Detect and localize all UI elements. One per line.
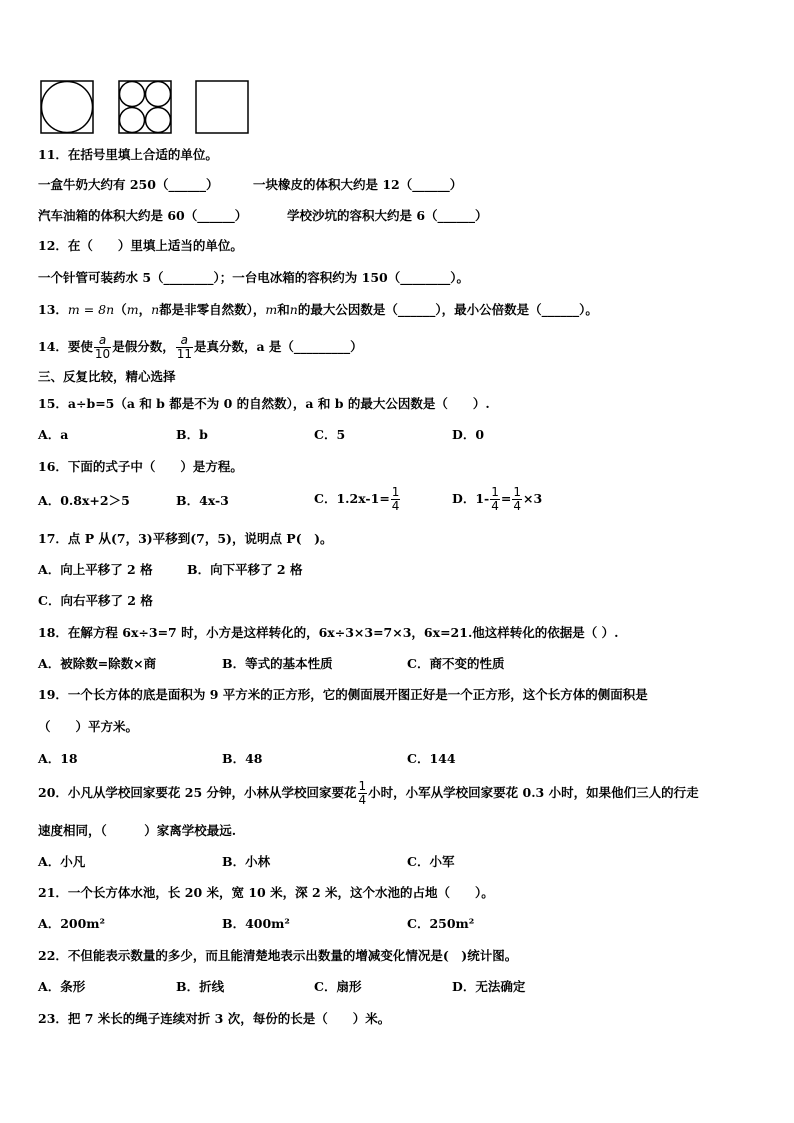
question-17-option-b[interactable]: B．向下平移了 2 格 [187, 562, 303, 577]
question-18-option-c[interactable]: C．商不变的性质 [407, 656, 505, 671]
question-15-option-d[interactable]: D．0 [452, 427, 485, 442]
fraction-one-quarter [512, 486, 522, 513]
question-20-option-a[interactable]: A．小凡 [38, 854, 86, 869]
question-17-option-c[interactable]: C．向右平移了 2 格 [38, 593, 153, 608]
question-19-title-line2: （ ）平方米。 [38, 719, 139, 734]
question-16-option-b[interactable]: B．4x-3 [176, 493, 229, 508]
question-20-option-c[interactable]: C．小军 [407, 854, 455, 869]
question-16-title: 16．下面的式子中（ ）是方程。 [38, 459, 243, 474]
question-16-option-d[interactable] [452, 484, 542, 514]
fraction-denominator: 4 [491, 499, 499, 513]
fraction-denominator: 4 [391, 499, 400, 513]
question-22-option-d[interactable]: D．无法确定 [452, 979, 526, 994]
question-11-line2a: 汽车油箱的体积大约是 60（______） [38, 208, 248, 223]
question-21-option-b[interactable]: B．400m² [222, 916, 290, 931]
question-15-option-c[interactable]: C．5 [314, 427, 346, 442]
question-13-tail: 的最大公因数是（______），最小公倍数是（______）。 [297, 302, 598, 317]
fraction-a-over-10 [94, 334, 111, 361]
question-13-paren: （ [114, 302, 127, 317]
fraction-numerator: a [94, 334, 111, 348]
question-20-option-b[interactable]: B．小林 [222, 854, 271, 869]
question-13-sep: ， [138, 302, 152, 317]
question-19-option-a[interactable]: A．18 [38, 751, 78, 766]
fraction-a-over-11 [176, 334, 193, 361]
question-14 [38, 332, 363, 362]
question-22-title: 22．不但能表示数量的多少，而且能清楚地表示出数量的增减变化情况是( )统计图。 [38, 948, 518, 963]
question-15-option-a[interactable]: A．a [38, 427, 69, 442]
empty-square-figure [195, 80, 249, 134]
question-22-option-b[interactable]: B．折线 [176, 979, 225, 994]
four-circles-figure [118, 80, 172, 134]
option-d-text: D．1- [452, 491, 490, 506]
question-13-expression: m = 8n [67, 302, 115, 317]
question-21-option-c[interactable]: C．250m² [407, 916, 475, 931]
question-13-number: 13． [38, 302, 68, 317]
question-12-line1: 一个针管可装药水 5（________）；一台电冰箱的容积约为 150（________）。 [38, 270, 469, 285]
fraction-one-quarter [358, 780, 368, 807]
question-14-post: 是真分数，a 是（_________） [193, 339, 363, 354]
question-19-option-b[interactable]: B．48 [222, 751, 263, 766]
section-3-heading: 三、反复比较，精心选择 [38, 369, 176, 384]
fraction-denominator: 4 [513, 499, 521, 513]
question-13-var-m2: m [265, 302, 278, 317]
question-14-pre: 14．要使 [38, 339, 93, 354]
question-13-var-n2: n [289, 302, 298, 317]
question-18-option-b[interactable]: B．等式的基本性质 [222, 656, 333, 671]
question-17-option-a[interactable]: A．向上平移了 2 格 [38, 562, 153, 577]
fraction-numerator: 1 [358, 779, 367, 793]
question-20-line1 [38, 778, 699, 808]
question-19-title-line1: 19．一个长方体的底是面积为 9 平方米的正方形，它的侧面展开图正好是一个正方形，这个长方体的侧面积是 [38, 687, 648, 702]
question-17-title: 17．点 P 从(7，3)平移到(7，5)，说明点 P( )。 [38, 531, 333, 546]
question-13 [38, 301, 598, 319]
option-d-tail: ×3 [523, 491, 543, 506]
question-22-option-c[interactable]: C．扇形 [314, 979, 362, 994]
question-21-option-a[interactable]: A．200m² [38, 916, 105, 931]
question-23-title: 23．把 7 米长的绳子连续对折 3 次，每份的长是（ ）米。 [38, 1011, 391, 1026]
question-16-option-a[interactable]: A．0.8x+2＞5 [38, 493, 130, 508]
question-13-condition: 都是非零自然数）， [159, 302, 266, 317]
circle-in-square-figure [40, 80, 94, 134]
question-20-line2: 速度相同，（ ）家离学校最远. [38, 823, 237, 838]
fraction-numerator: 1 [391, 485, 400, 499]
fraction-denominator: 4 [358, 793, 367, 807]
question-11-title: 11．在括号里填上合适的单位。 [38, 147, 218, 162]
question-20-post: 小时，小军从学校回家要花 0.3 小时，如果他们三人的行走 [368, 785, 699, 800]
fraction-numerator: a [176, 334, 193, 348]
question-18-title: 18．在解方程 6x÷3=7 时，小方是这样转化的，6x÷3×3=7×3，6x=21.他这样转化的依据是（ ）. [38, 625, 619, 640]
question-20-pre: 20．小凡从学校回家要花 25 分钟，小林从学校回家要花 [38, 785, 357, 800]
fraction-numerator: 1 [491, 485, 499, 499]
equals-sign: = [500, 491, 512, 506]
question-16-option-c[interactable] [314, 484, 401, 514]
question-12-title: 12．在（ ）里填上适当的单位。 [38, 238, 243, 253]
fraction-one-quarter [490, 486, 500, 513]
question-13-var-n: n [151, 302, 160, 317]
question-11-line1a: 一盒牛奶大约有 250（______） [38, 177, 219, 192]
question-14-mid: 是假分数， [112, 339, 175, 354]
question-15-title: 15．a÷b=5（a 和 b 都是不为 0 的自然数），a 和 b 的最大公因数是（ ）. [38, 396, 490, 411]
fraction-one-quarter [391, 486, 401, 513]
question-21-title: 21．一个长方体水池，长 20 米，宽 10 米，深 2 米，这个水池的占地（ ）。 [38, 885, 494, 900]
question-13-and: 和 [277, 302, 290, 317]
question-19-option-c[interactable]: C．144 [407, 751, 456, 766]
fraction-denominator: 11 [176, 347, 192, 361]
question-11-line2b: 学校沙坑的容积大约是 6（______） [287, 208, 488, 223]
option-c-text: C．1.2x-1= [314, 491, 390, 506]
question-13-var-m: m [126, 302, 139, 317]
question-15-option-b[interactable]: B．b [176, 427, 208, 442]
fraction-numerator: 1 [513, 485, 521, 499]
question-22-option-a[interactable]: A．条形 [38, 979, 86, 994]
question-11-line1b: 一块橡皮的体积大约是 12（______） [253, 177, 463, 192]
question-18-option-a[interactable]: A．被除数=除数×商 [38, 656, 157, 671]
fraction-denominator: 10 [94, 347, 111, 361]
